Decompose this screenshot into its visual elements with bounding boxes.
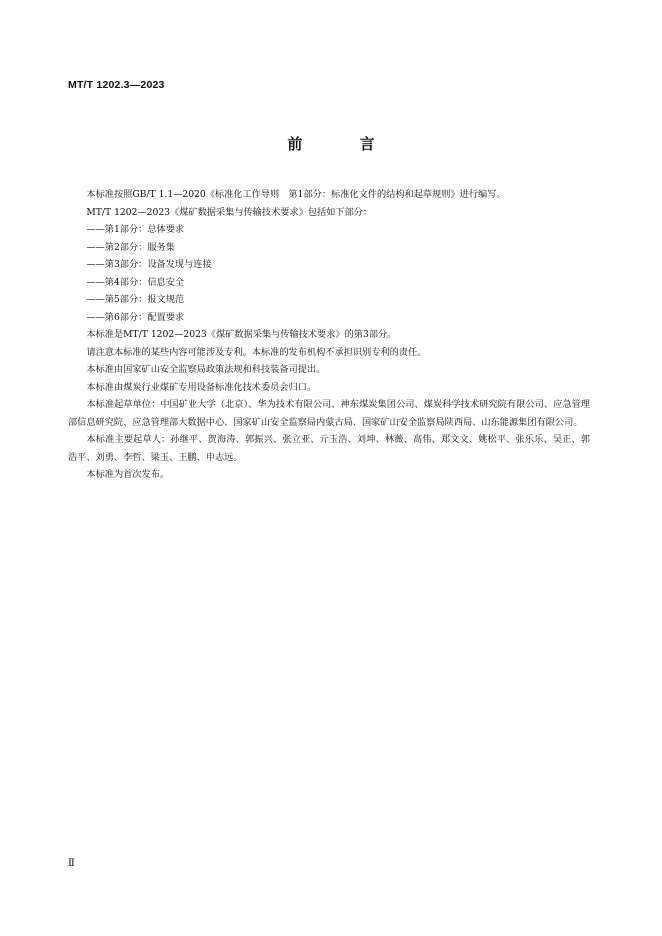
paragraph-managed-by: 本标准由煤炭行业煤矿专用设备标准化技术委员会归口。 <box>86 381 317 393</box>
paragraph-patent-notice: 请注意本标准的某些内容可能涉及专利。本标准的发布机构不承担识别专利的责任。 <box>86 346 427 358</box>
page-number: Ⅱ <box>68 858 75 869</box>
paragraph-proposed-by: 本标准由国家矿山安全监察局政策法规和科技装备司提出。 <box>86 364 326 375</box>
list-item-part-1: ——第1部分：总体要求 <box>86 224 185 235</box>
paragraph-part-statement: 本标准是MT/T 1202—2023《煤矿数据采集与传输技术要求》的第3部分。 <box>86 329 397 340</box>
list-item-part-5: ——第5部分：报文规范 <box>86 294 185 305</box>
paragraph-parts-intro: MT/T 1202—2023《煤矿数据采集与传输技术要求》包括如下部分： <box>86 206 373 218</box>
document-code: MT/T 1202.3—2023 <box>68 79 165 91</box>
paragraph-drafters: 本标准主要起草人：孙继平、贺海涛、郭振兴、张立亚、亓玉浩、刘坤、林薇、高伟、郑文文、姚松平、张乐乐、吴正、郭浩平、刘勇、李哲、梁玉、王鹏、申志远。 <box>68 434 590 463</box>
paragraph-first-release: 本标准为首次发布。 <box>86 469 170 480</box>
list-item-part-3: ——第3部分：设备发现与连接 <box>86 259 212 270</box>
foreword-body <box>68 186 590 484</box>
section-title: 前 言 <box>287 135 401 153</box>
list-item-part-4: ——第4部分：信息安全 <box>86 276 185 288</box>
list-item-part-2: ——第2部分：服务集 <box>86 241 175 253</box>
list-item-part-6: ——第6部分：配置要求 <box>86 311 185 323</box>
paragraph-drafting-units: 本标准起草单位：中国矿业大学（北京）、华为技术有限公司、神东煤炭集团公司、煤炭科学技术研究院有限公司、应急管理部信息研究院、应急管理部大数据中心、国家矿山安全监察局内蒙古局、国家矿山安全监察局陕西局、山东能源集团有限公司。 <box>68 399 590 428</box>
paragraph-drafting-basis: 本标准按照GB/T 1.1—2020《标准化工作导则 第1部分：标准化文件的结构和起草规则》进行编写。 <box>86 189 506 200</box>
